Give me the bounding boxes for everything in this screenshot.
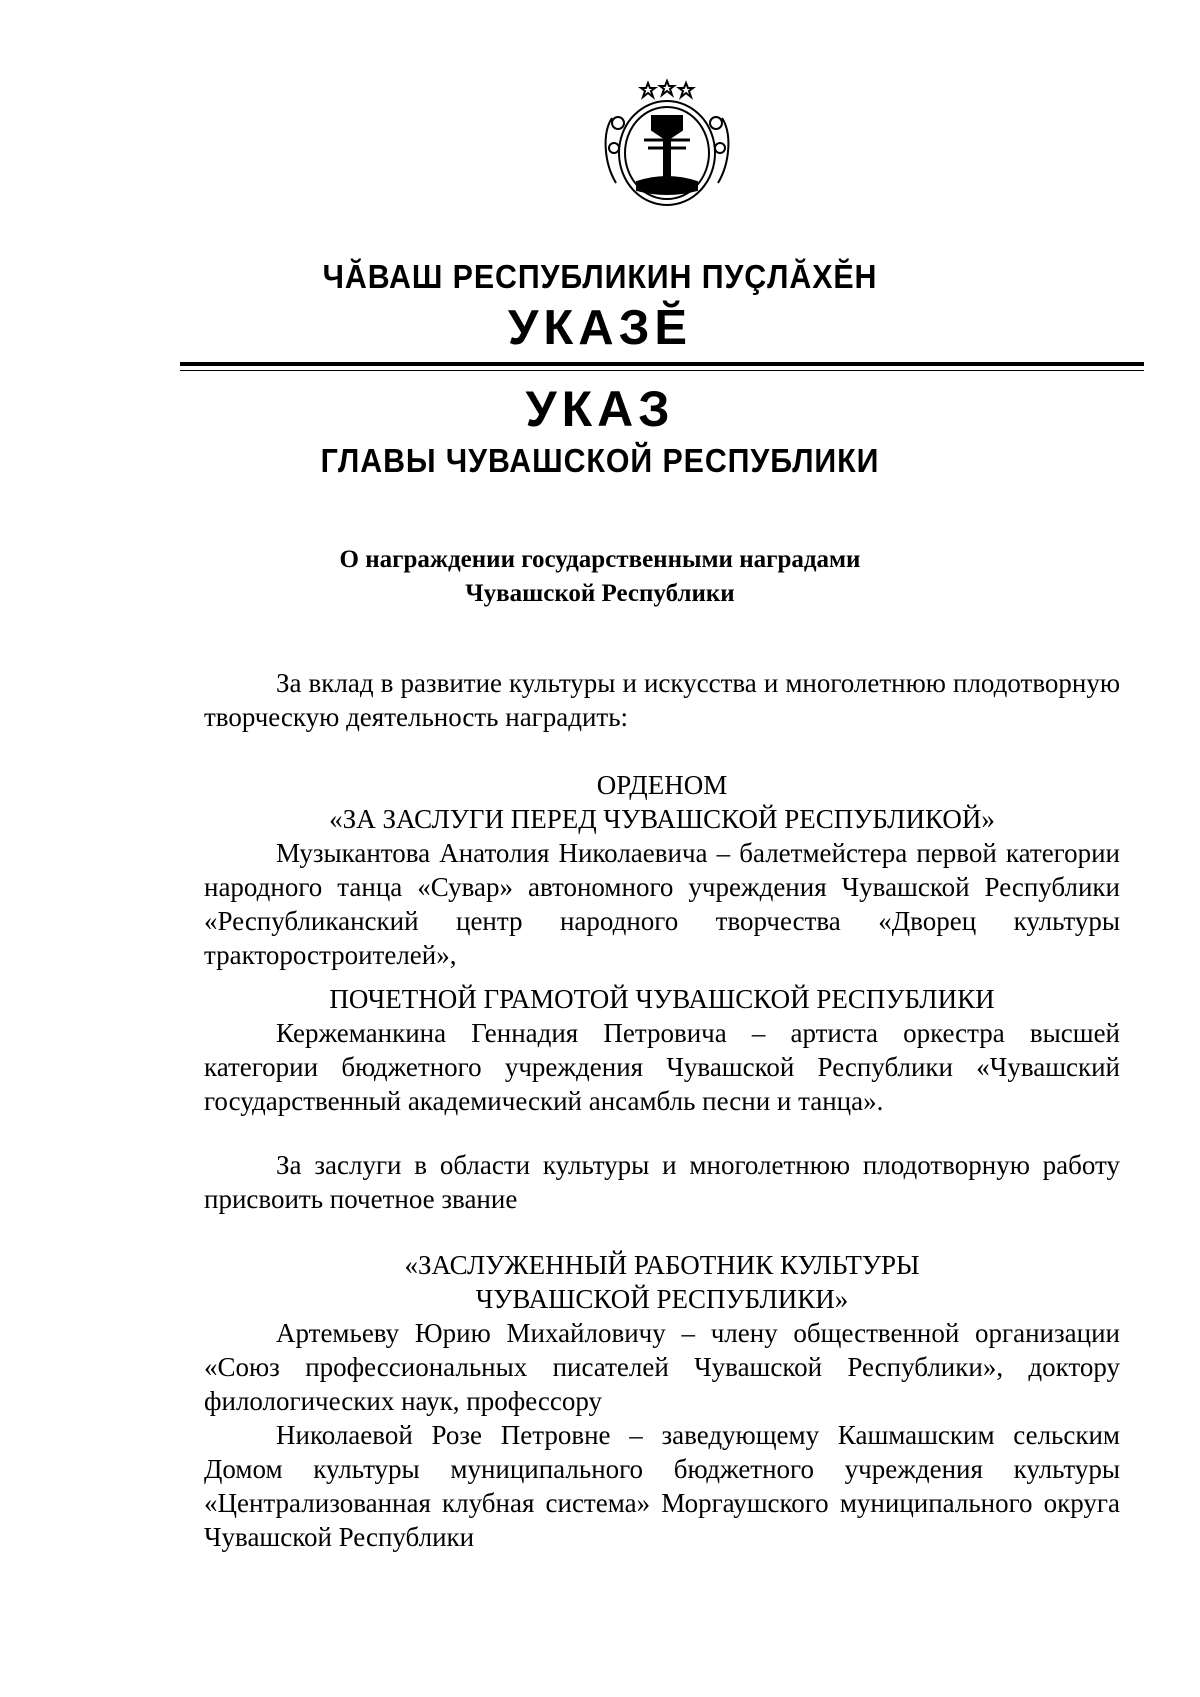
star-icon bbox=[679, 83, 693, 97]
russian-header-title: ГЛАВЫ ЧУВАШСКОЙ РЕСПУБЛИКИ bbox=[320, 442, 880, 479]
subject-line-2: Чувашской Республики bbox=[465, 580, 735, 607]
header-divider-thick bbox=[180, 362, 1144, 366]
awardee-paragraph-1: Музыкантова Анатолия Николаевича – балетмейстера первой категории народного танца «Сувар» автономного учреждения Чувашской Республики «Республиканский центр народного творчества «Дворец культуры тракторостроителей», bbox=[204, 838, 1120, 970]
star-icon bbox=[660, 81, 674, 95]
russian-ukaz-heading: УКАЗ bbox=[525, 381, 675, 437]
intro-paragraph: За вклад в развитие культуры и искусства и многолетнюю плодотворную творческую деятельность наградить: bbox=[204, 668, 1120, 732]
chuvash-ukaze-heading: УКАЗĔ bbox=[507, 301, 693, 355]
awardee-paragraph-3: Артемьеву Юрию Михайловичу – члену общественной организации «Союз профессиональных писателей Чувашской Республики», доктору филологических наук, профессору bbox=[204, 1318, 1120, 1416]
intro-paragraph-2: За заслуги в области культуры и многолетнюю плодотворную работу присвоить почетное звание bbox=[204, 1150, 1120, 1214]
subject-line-1: О награждении государственными наградами bbox=[339, 546, 861, 573]
star-icon bbox=[641, 83, 655, 97]
chuvash-header-title: ЧĂВАШ РЕСПУБЛИКИН ПУÇЛĂХĔН bbox=[322, 258, 878, 295]
header-divider-thin bbox=[180, 370, 1144, 371]
order-name: «ЗА ЗАСЛУГИ ПЕРЕД ЧУВАШСКОЙ РЕСПУБЛИКОЙ» bbox=[329, 804, 995, 834]
awardee-paragraph-4: Николаевой Розе Петровне – заведующему Кашмашским сельским Домом культуры муниципального бюджетного учреждения культуры «Централизованная клубная система» Моргаушского муниципального округа Чувашской Республики bbox=[204, 1420, 1120, 1552]
order-heading: ОРДЕНОМ bbox=[596, 770, 728, 800]
honorary-title-line-1: «ЗАСЛУЖЕННЫЙ РАБОТНИК КУЛЬТУРЫ bbox=[404, 1250, 920, 1280]
awardee-paragraph-2: Кержеманкина Геннадия Петровича – артиста оркестра высшей категории бюджетного учреждения Чувашской Республики «Чувашский государственный академический ансамбль песни и танца». bbox=[204, 1018, 1120, 1116]
coat-of-arms-icon bbox=[592, 78, 742, 213]
honorary-title-line-2: ЧУВАШСКОЙ РЕСПУБЛИКИ» bbox=[475, 1284, 849, 1314]
gramota-heading: ПОЧЕТНОЙ ГРАМОТОЙ ЧУВАШСКОЙ РЕСПУБЛИКИ bbox=[329, 984, 995, 1014]
